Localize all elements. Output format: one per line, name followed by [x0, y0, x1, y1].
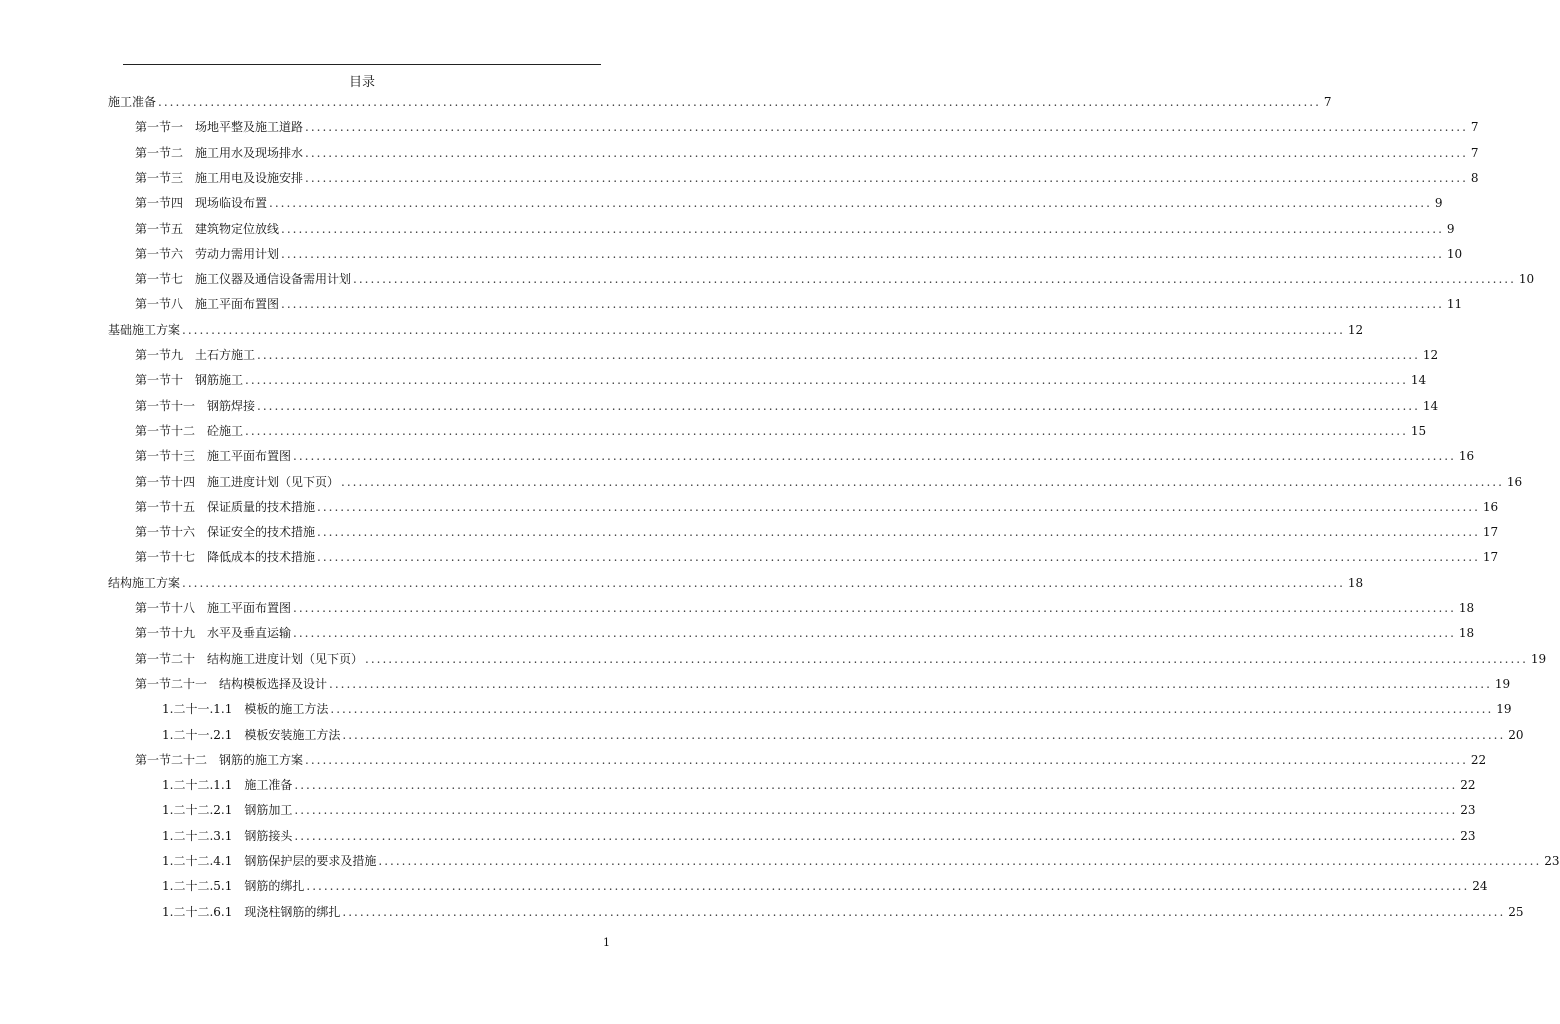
toc-entry-page: 17	[1482, 525, 1499, 540]
toc-dot-leader: ........................................................................................................................................................................................................	[330, 702, 1494, 717]
toc-entry-title: 水平及垂直运输	[207, 626, 292, 641]
toc-entry-page: 18	[1347, 575, 1364, 590]
toc-entry[interactable]	[135, 651, 1547, 667]
toc-entry-page: 16	[1506, 474, 1523, 489]
toc-entry-number: 第一节十六	[135, 525, 196, 540]
toc-entry-number: 1.二十二.2.1	[162, 803, 233, 818]
toc-entry-page: 23	[1460, 828, 1476, 843]
toc-entry-title: 钢筋的施工方案	[219, 752, 304, 767]
toc-entry-number: 第一节三	[135, 170, 184, 185]
toc-entry-page: 22	[1460, 778, 1476, 793]
toc-dot-leader: ........................................................................................................................................................................................................	[329, 676, 1492, 691]
toc-entry[interactable]	[162, 701, 1512, 717]
toc-entry[interactable]	[162, 802, 1476, 818]
toc-entry[interactable]	[135, 448, 1475, 464]
toc-entry-title: 结构模板选择及设计	[219, 676, 328, 691]
toc-entry[interactable]	[135, 625, 1475, 641]
toc-entry-page: 9	[1446, 221, 1455, 236]
toc-entry-page: 25	[1508, 904, 1524, 919]
toc-entry-page: 14	[1410, 373, 1427, 388]
toc-entry-number: 1.二十二.6.1	[162, 904, 233, 919]
toc-dot-leader: ........................................................................................................................................................................................................	[305, 120, 1468, 135]
toc-entry-title: 钢筋保护层的要求及措施	[244, 854, 377, 868]
toc-entry[interactable]	[135, 499, 1499, 515]
toc-entry-number: 第一节十二	[135, 423, 196, 438]
toc-entry-page: 19	[1496, 702, 1512, 717]
toc-entry[interactable]	[135, 246, 1463, 262]
toc-entry-title: 施工平面布置图	[207, 601, 292, 615]
toc-dot-leader: ........................................................................................................................................................................................................	[245, 373, 1408, 388]
toc-entry[interactable]	[135, 372, 1427, 388]
toc-entry-page: 22	[1470, 752, 1487, 767]
toc-entry-title: 劳动力需用计划	[195, 246, 280, 261]
toc-entry-page: 18	[1458, 601, 1475, 615]
toc-dot-leader: ........................................................................................................................................................................................................	[294, 828, 1458, 843]
toc-entry-number: 第一节十九	[135, 626, 196, 641]
toc-entry-title: 施工进度计划（见下页）	[207, 474, 340, 489]
toc-entry-number: 第一节八	[135, 297, 184, 312]
toc-entry-title: 砼施工	[207, 423, 244, 438]
toc-title: 目录	[348, 75, 375, 90]
toc-entry-title: 现场临设布置	[195, 196, 268, 211]
toc-entry-page: 19	[1494, 676, 1511, 691]
toc-entry-page: 8	[1470, 170, 1479, 185]
toc-entry-title: 钢筋施工	[195, 373, 244, 388]
toc-dot-leader: ........................................................................................................................................................................................................	[305, 170, 1468, 185]
toc-entry-number: 第一节十五	[135, 499, 196, 514]
toc-entry-number: 第一节十七	[135, 550, 196, 565]
toc-entry-page: 10	[1446, 246, 1463, 261]
toc-entry-title: 现浇柱钢筋的绑扎	[244, 904, 341, 919]
toc-entry[interactable]	[162, 904, 1524, 920]
toc-dot-leader: ........................................................................................................................................................................................................	[293, 449, 1456, 464]
toc-entry[interactable]	[135, 170, 1479, 186]
toc-entry-page: 24	[1472, 879, 1488, 894]
toc-entry-number: 第一节十四	[135, 474, 196, 489]
toc-entry-number: 第一节二	[135, 145, 184, 160]
toc-dot-leader: ........................................................................................................................................................................................................	[294, 778, 1458, 793]
toc-entry-page: 9	[1434, 196, 1443, 211]
toc-entry-number: 第一节二十一	[135, 676, 208, 691]
toc-entry-page: 15	[1410, 423, 1427, 438]
toc-entry[interactable]	[135, 752, 1487, 768]
toc-entry-title: 钢筋焊接	[207, 398, 256, 413]
toc-dot-leader: ........................................................................................................................................................................................................	[281, 246, 1444, 261]
toc-entry-number: 第一节十	[135, 373, 184, 388]
toc-dot-leader: ........................................................................................................................................................................................................	[305, 752, 1468, 767]
toc-entry[interactable]	[135, 119, 1479, 135]
toc-dot-leader: ........................................................................................................................................................................................................	[341, 474, 1504, 489]
toc-entry[interactable]	[135, 347, 1439, 363]
toc-entry[interactable]	[135, 676, 1511, 692]
toc-entry-page: 14	[1422, 398, 1439, 413]
toc-entry-number: 1.二十二.5.1	[162, 879, 233, 894]
toc-dot-leader: ........................................................................................................................................................................................................	[365, 651, 1528, 666]
toc-entry-page: 12	[1422, 348, 1439, 362]
toc-entry-number: 1.二十二.3.1	[162, 828, 233, 843]
toc-dot-leader: ........................................................................................................................................................................................................	[317, 499, 1480, 514]
toc-entry-page: 7	[1470, 145, 1479, 160]
toc-entry-title: 建筑物定位放线	[195, 221, 280, 236]
toc-entry[interactable]	[162, 878, 1488, 894]
toc-entry-number: 第一节五	[135, 221, 184, 236]
toc-dot-leader: ........................................................................................................................................................................................................	[342, 727, 1506, 742]
toc-entry-title: 施工准备	[244, 778, 293, 793]
toc-entry-title: 模板的施工方法	[244, 702, 329, 717]
toc-entry-page: 16	[1458, 449, 1475, 464]
toc-entry-title: 结构施工进度计划（见下页）	[207, 651, 364, 666]
toc-dot-leader: ........................................................................................................................................................................................................	[305, 145, 1468, 160]
toc-entry-title: 降低成本的技术措施	[207, 550, 316, 565]
toc-dot-leader: ........................................................................................................................................................................................................	[257, 398, 1420, 413]
toc-entry-number: 第一节十八	[135, 601, 196, 615]
toc-entry-number: 第一节十三	[135, 449, 196, 464]
toc-entry-number: 1.二十二.4.1	[162, 854, 233, 868]
toc-entry-title: 施工仪器及通信设备需用计划	[195, 272, 352, 287]
toc-dot-leader: ........................................................................................................................................................................................................	[317, 525, 1480, 540]
toc-entry-title: 保证安全的技术措施	[207, 525, 316, 540]
toc-entry-number: 第一节七	[135, 272, 184, 287]
toc-entry-number: 第一节六	[135, 246, 184, 261]
header-rule	[123, 64, 601, 65]
toc-entry-title: 施工平面布置图	[195, 297, 280, 312]
toc-entry-title: 施工用电及设施安排	[195, 170, 304, 185]
toc-dot-leader: ........................................................................................................................................................................................................	[342, 904, 1506, 919]
toc-entry[interactable]	[135, 474, 1523, 490]
toc-entry-number: 1.二十一.2.1	[162, 727, 233, 742]
toc-entry-number: 第一节十一	[135, 398, 196, 413]
toc-entry-title: 结构施工方案	[108, 575, 181, 590]
toc-entry[interactable]	[135, 195, 1443, 211]
toc-entry-title: 钢筋加工	[244, 803, 293, 818]
toc-dot-leader: ........................................................................................................................................................................................................	[378, 854, 1542, 868]
toc-dot-leader: ........................................................................................................................................................................................................	[245, 423, 1408, 438]
toc-entry[interactable]	[162, 853, 1560, 869]
toc-dot-leader: ........................................................................................................................................................................................................	[182, 575, 1345, 590]
toc-entry[interactable]	[108, 322, 1364, 338]
toc-entry-number: 第一节九	[135, 348, 184, 362]
toc-entry-title: 土石方施工	[195, 348, 256, 362]
toc-entry[interactable]	[135, 271, 1535, 287]
toc-entry-page: 20	[1508, 727, 1524, 742]
toc-entry-page: 7	[1470, 120, 1479, 135]
toc-entry-title: 钢筋的绑扎	[244, 879, 305, 894]
toc-entry[interactable]	[108, 575, 1364, 591]
toc-entry-title: 施工用水及现场排水	[195, 145, 304, 160]
page-number: 1	[603, 936, 610, 949]
toc-entry[interactable]	[135, 398, 1439, 414]
toc-entry[interactable]	[135, 423, 1427, 439]
toc-dot-leader: ........................................................................................................................................................................................................	[306, 879, 1470, 894]
toc-entry[interactable]	[135, 296, 1463, 312]
toc-dot-leader: ........................................................................................................................................................................................................	[281, 297, 1444, 312]
toc-entry-page: 12	[1347, 322, 1364, 337]
toc-dot-leader: ........................................................................................................................................................................................................	[293, 601, 1456, 615]
toc-entry[interactable]	[135, 145, 1479, 161]
toc-entry-number: 1.二十一.1.1	[162, 702, 233, 717]
toc-dot-leader: ........................................................................................................................................................................................................	[269, 196, 1432, 211]
toc-entry[interactable]	[135, 600, 1475, 616]
toc-entry[interactable]	[135, 524, 1499, 540]
toc-entry-title: 施工平面布置图	[207, 449, 292, 464]
toc-entry-page: 23	[1460, 803, 1476, 818]
toc-dot-leader: ........................................................................................................................................................................................................	[182, 322, 1345, 337]
toc-dot-leader: ........................................................................................................................................................................................................	[294, 803, 1458, 818]
toc-entry[interactable]	[135, 549, 1499, 565]
toc-entry[interactable]	[162, 777, 1476, 793]
toc-entry-page: 10	[1518, 272, 1535, 287]
toc-entry-number: 第一节二十	[135, 651, 196, 666]
toc-dot-leader: ........................................................................................................................................................................................................	[317, 550, 1480, 565]
toc-entry-title: 基础施工方案	[108, 322, 181, 337]
toc-entry-page: 23	[1544, 854, 1560, 868]
toc-entry-page: 7	[1323, 95, 1332, 109]
toc-entry-page: 11	[1446, 297, 1463, 312]
toc-entry-number: 第一节四	[135, 196, 184, 211]
toc-entry-title: 场地平整及施工道路	[195, 120, 304, 135]
toc-dot-leader: ........................................................................................................................................................................................................	[257, 348, 1420, 362]
toc-entry-number: 1.二十二.1.1	[162, 778, 233, 793]
toc-entry-title: 钢筋接头	[244, 828, 293, 843]
toc-entry[interactable]	[162, 828, 1476, 844]
toc-entry-page: 17	[1482, 550, 1499, 565]
toc-entry[interactable]	[108, 94, 1332, 110]
toc-entry-title: 施工准备	[108, 95, 157, 109]
toc-entry-title: 保证质量的技术措施	[207, 499, 316, 514]
toc-entry-page: 19	[1530, 651, 1547, 666]
toc-entry-title: 模板安装施工方法	[244, 727, 341, 742]
toc-dot-leader: ........................................................................................................................................................................................................	[353, 272, 1516, 287]
toc-entry-number: 第一节一	[135, 120, 184, 135]
toc-dot-leader: ........................................................................................................................................................................................................	[293, 626, 1456, 641]
toc-entry-page: 16	[1482, 499, 1499, 514]
toc-dot-leader: ........................................................................................................................................................................................................	[158, 95, 1321, 109]
toc-entry-page: 18	[1458, 626, 1475, 641]
toc-entry[interactable]	[162, 727, 1524, 743]
toc-entry-number: 第一节二十二	[135, 752, 208, 767]
toc-entry[interactable]	[135, 221, 1455, 237]
toc-dot-leader: ........................................................................................................................................................................................................	[281, 221, 1444, 236]
